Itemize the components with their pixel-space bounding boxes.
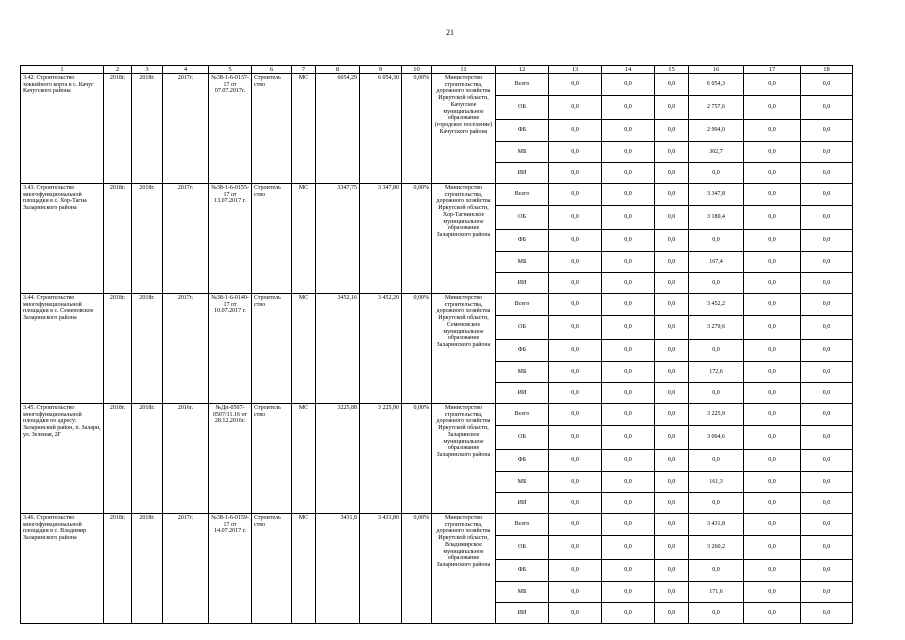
column-number-11: 11 xyxy=(432,66,496,74)
column-number-14: 14 xyxy=(602,66,655,74)
funding-category: ОБ xyxy=(496,96,549,120)
funding-category: ОБ xyxy=(496,426,549,450)
object-name: 3.42. Строительство хоккейного корта в с. Качуг Качугского района xyxy=(21,74,104,184)
funding-value-15: 0,0 xyxy=(655,404,689,426)
funding-value-14: 0,0 xyxy=(602,472,655,493)
funding-category: ОБ xyxy=(496,206,549,230)
column-number-18: 18 xyxy=(801,66,853,74)
funding-value-16: 0,0 xyxy=(689,163,744,184)
funding-value-13: 0,0 xyxy=(549,493,602,514)
funding-category: Всего xyxy=(496,294,549,316)
funding-value-13: 0,0 xyxy=(549,582,602,603)
funding-value-16: 0,0 xyxy=(689,603,744,624)
work-type: Строитель ство xyxy=(252,74,292,184)
funding-category: Всего xyxy=(496,184,549,206)
funding-value-17: 0,0 xyxy=(744,362,801,383)
percent: 0,00% xyxy=(402,294,432,404)
funding-category: МБ xyxy=(496,252,549,273)
column-number-8: 8 xyxy=(316,66,360,74)
funding-value-17: 0,0 xyxy=(744,603,801,624)
funding-category: ИИ xyxy=(496,163,549,184)
funding-value-13: 0,0 xyxy=(549,252,602,273)
funding-value-15: 0,0 xyxy=(655,340,689,362)
funding-value-13: 0,0 xyxy=(549,230,602,252)
funding-category: Всего xyxy=(496,74,549,96)
funding-value-14: 0,0 xyxy=(602,603,655,624)
funding-value-17: 0,0 xyxy=(744,163,801,184)
funding-value-14: 0,0 xyxy=(602,252,655,273)
cost-value: 3 452,20 xyxy=(360,294,402,404)
start-year: 2018г. xyxy=(104,74,132,184)
funding-value-15: 0,0 xyxy=(655,493,689,514)
funding-value-16: 2 757,6 xyxy=(689,96,744,120)
funding-category: ФБ xyxy=(496,120,549,142)
cost-value: 6 054,30 xyxy=(360,74,402,184)
object-name: 3.44. Строительство многофункциональной площадки в с. Семеновское Заларинского района xyxy=(21,294,104,404)
funding-value-16: 0,0 xyxy=(689,383,744,404)
estimated-cost: 3347,75 xyxy=(316,184,360,294)
responsible-organization: Министерство строительства, дорожного хозяйства Иркутской области, Хор-Тагнинское муниципальное образование Заларинского района xyxy=(432,184,496,294)
funding-value-17: 0,0 xyxy=(744,273,801,294)
funding-value-15: 0,0 xyxy=(655,142,689,163)
funding-value-18: 0,0 xyxy=(801,450,853,472)
funding-value-15: 0,0 xyxy=(655,362,689,383)
funding-value-15: 0,0 xyxy=(655,316,689,340)
funding-value-17: 0,0 xyxy=(744,74,801,96)
source-code: МС xyxy=(292,404,316,514)
funding-value-13: 0,0 xyxy=(549,514,602,536)
funding-value-18: 0,0 xyxy=(801,163,853,184)
funding-category: ФБ xyxy=(496,340,549,362)
funding-category: МБ xyxy=(496,582,549,603)
cost-value: 3 225,90 xyxy=(360,404,402,514)
funding-value-18: 0,0 xyxy=(801,536,853,560)
start-year: 2018г. xyxy=(104,294,132,404)
funding-value-15: 0,0 xyxy=(655,603,689,624)
funding-category: МБ xyxy=(496,142,549,163)
page-number: 21 xyxy=(446,28,454,37)
funding-value-16: 302,7 xyxy=(689,142,744,163)
end-year: 2018г. xyxy=(132,514,163,624)
funding-value-17: 0,0 xyxy=(744,316,801,340)
funding-value-18: 0,0 xyxy=(801,206,853,230)
funding-value-13: 0,0 xyxy=(549,184,602,206)
funding-value-18: 0,0 xyxy=(801,74,853,96)
funding-value-18: 0,0 xyxy=(801,120,853,142)
percent: 0,00% xyxy=(402,404,432,514)
funding-value-13: 0,0 xyxy=(549,450,602,472)
column-number-9: 9 xyxy=(360,66,402,74)
table-row xyxy=(21,514,853,536)
funding-value-13: 0,0 xyxy=(549,383,602,404)
funding-value-14: 0,0 xyxy=(602,493,655,514)
funding-value-14: 0,0 xyxy=(602,316,655,340)
funding-value-13: 0,0 xyxy=(549,142,602,163)
funding-value-14: 0,0 xyxy=(602,536,655,560)
funding-value-18: 0,0 xyxy=(801,404,853,426)
cost-value: 3 347,80 xyxy=(360,184,402,294)
funding-value-18: 0,0 xyxy=(801,383,853,404)
cost-value: 3 431,80 xyxy=(360,514,402,624)
column-number-12: 12 xyxy=(496,66,549,74)
funding-value-13: 0,0 xyxy=(549,472,602,493)
work-type: Строитель ство xyxy=(252,404,292,514)
funding-value-17: 0,0 xyxy=(744,426,801,450)
funding-value-17: 0,0 xyxy=(744,120,801,142)
funding-value-16: 0,0 xyxy=(689,340,744,362)
funding-value-18: 0,0 xyxy=(801,230,853,252)
funding-value-17: 0,0 xyxy=(744,184,801,206)
funding-category: ИИ xyxy=(496,493,549,514)
funding-value-16: 3 431,8 xyxy=(689,514,744,536)
funding-value-16: 0,0 xyxy=(689,230,744,252)
funding-value-18: 0,0 xyxy=(801,582,853,603)
column-number-4: 4 xyxy=(163,66,209,74)
funding-value-18: 0,0 xyxy=(801,362,853,383)
funding-value-15: 0,0 xyxy=(655,273,689,294)
column-number-1: 1 xyxy=(21,66,104,74)
object-name: 3.46. Строительство многофункциональной площадки в с. Владимир Заларинского района xyxy=(21,514,104,624)
funding-value-15: 0,0 xyxy=(655,184,689,206)
work-type: Строитель ство xyxy=(252,294,292,404)
funding-value-18: 0,0 xyxy=(801,340,853,362)
funding-value-14: 0,0 xyxy=(602,294,655,316)
funding-value-13: 0,0 xyxy=(549,96,602,120)
funding-value-15: 0,0 xyxy=(655,560,689,582)
column-number-15: 15 xyxy=(655,66,689,74)
funding-value-15: 0,0 xyxy=(655,383,689,404)
funding-value-15: 0,0 xyxy=(655,294,689,316)
funding-category: МБ xyxy=(496,472,549,493)
funding-value-15: 0,0 xyxy=(655,120,689,142)
funding-value-14: 0,0 xyxy=(602,74,655,96)
funding-value-14: 0,0 xyxy=(602,514,655,536)
responsible-organization: Министерство строительства, дорожного хозяйства Иркутской области, Владимирское муниципальное образование Заларинского района xyxy=(432,514,496,624)
funding-value-13: 0,0 xyxy=(549,120,602,142)
funding-value-18: 0,0 xyxy=(801,560,853,582)
funding-value-14: 0,0 xyxy=(602,120,655,142)
estimated-cost: 3452,16 xyxy=(316,294,360,404)
work-type: Строитель ство xyxy=(252,184,292,294)
doc-year: 2017г. xyxy=(163,294,209,404)
funding-value-17: 0,0 xyxy=(744,206,801,230)
funding-value-16: 172,6 xyxy=(689,362,744,383)
funding-value-17: 0,0 xyxy=(744,383,801,404)
funding-value-16: 0,0 xyxy=(689,273,744,294)
estimated-cost: 3225,88 xyxy=(316,404,360,514)
table-row xyxy=(21,74,853,96)
funding-value-17: 0,0 xyxy=(744,472,801,493)
funding-value-15: 0,0 xyxy=(655,74,689,96)
funding-value-18: 0,0 xyxy=(801,514,853,536)
end-year: 2018г. xyxy=(132,404,163,514)
funding-value-15: 0,0 xyxy=(655,450,689,472)
funding-value-14: 0,0 xyxy=(602,340,655,362)
funding-value-13: 0,0 xyxy=(549,560,602,582)
estimated-cost: 6054,29 xyxy=(316,74,360,184)
funding-value-13: 0,0 xyxy=(549,206,602,230)
funding-value-14: 0,0 xyxy=(602,426,655,450)
table-row xyxy=(21,184,853,206)
funding-value-17: 0,0 xyxy=(744,96,801,120)
approval-document: №38-1-6-0137-17 от 07.07.2017г. xyxy=(209,74,252,184)
funding-value-15: 0,0 xyxy=(655,426,689,450)
funding-value-16: 171,6 xyxy=(689,582,744,603)
percent: 0,00% xyxy=(402,514,432,624)
funding-value-16: 3 225,9 xyxy=(689,404,744,426)
funding-value-17: 0,0 xyxy=(744,514,801,536)
estimated-cost: 3431,8 xyxy=(316,514,360,624)
funding-value-17: 0,0 xyxy=(744,450,801,472)
funding-value-13: 0,0 xyxy=(549,316,602,340)
funding-value-14: 0,0 xyxy=(602,206,655,230)
start-year: 2018г. xyxy=(104,514,132,624)
funding-value-16: 167,4 xyxy=(689,252,744,273)
funding-value-14: 0,0 xyxy=(602,142,655,163)
funding-value-16: 3 452,2 xyxy=(689,294,744,316)
funding-value-16: 3 347,8 xyxy=(689,184,744,206)
funding-value-16: 3 260,2 xyxy=(689,536,744,560)
funding-value-16: 3 279,6 xyxy=(689,316,744,340)
source-code: МС xyxy=(292,514,316,624)
funding-value-18: 0,0 xyxy=(801,252,853,273)
funding-category: ИИ xyxy=(496,383,549,404)
funding-category: ОБ xyxy=(496,536,549,560)
program-table xyxy=(20,65,853,624)
column-number-16: 16 xyxy=(689,66,744,74)
funding-value-14: 0,0 xyxy=(602,96,655,120)
funding-category: Всего xyxy=(496,514,549,536)
funding-category: Всего xyxy=(496,404,549,426)
funding-value-15: 0,0 xyxy=(655,252,689,273)
funding-category: ИИ xyxy=(496,273,549,294)
object-name: 3.43. Строительство многофункциональной площадки в с. Хор-Тагна Заларинского района xyxy=(21,184,104,294)
funding-value-18: 0,0 xyxy=(801,316,853,340)
funding-value-17: 0,0 xyxy=(744,230,801,252)
funding-value-17: 0,0 xyxy=(744,582,801,603)
end-year: 2018г. xyxy=(132,74,163,184)
funding-value-18: 0,0 xyxy=(801,472,853,493)
funding-value-17: 0,0 xyxy=(744,142,801,163)
funding-value-18: 0,0 xyxy=(801,142,853,163)
funding-value-18: 0,0 xyxy=(801,294,853,316)
funding-value-14: 0,0 xyxy=(602,383,655,404)
column-number-5: 5 xyxy=(209,66,252,74)
column-number-17: 17 xyxy=(744,66,801,74)
funding-value-16: 161,3 xyxy=(689,472,744,493)
approval-document: №38-1-6-0159-17 от 14.07.2017 г. xyxy=(209,514,252,624)
funding-value-15: 0,0 xyxy=(655,472,689,493)
funding-category: ИИ xyxy=(496,603,549,624)
funding-value-13: 0,0 xyxy=(549,74,602,96)
column-number-2: 2 xyxy=(104,66,132,74)
funding-value-13: 0,0 xyxy=(549,362,602,383)
percent: 0,00% xyxy=(402,74,432,184)
funding-value-13: 0,0 xyxy=(549,163,602,184)
funding-value-16: 0,0 xyxy=(689,560,744,582)
funding-category: ОБ xyxy=(496,316,549,340)
percent: 0,00% xyxy=(402,184,432,294)
funding-value-14: 0,0 xyxy=(602,184,655,206)
funding-value-17: 0,0 xyxy=(744,493,801,514)
funding-value-16: 2 994,0 xyxy=(689,120,744,142)
funding-value-13: 0,0 xyxy=(549,404,602,426)
funding-value-16: 6 054,3 xyxy=(689,74,744,96)
column-number-7: 7 xyxy=(292,66,316,74)
approval-document: №Дп-0507-0507/11.16 от 28.12.2016г. xyxy=(209,404,252,514)
funding-value-17: 0,0 xyxy=(744,340,801,362)
funding-value-13: 0,0 xyxy=(549,294,602,316)
source-code: МС xyxy=(292,74,316,184)
column-number-13: 13 xyxy=(549,66,602,74)
funding-value-13: 0,0 xyxy=(549,426,602,450)
funding-value-15: 0,0 xyxy=(655,536,689,560)
funding-value-17: 0,0 xyxy=(744,252,801,273)
funding-value-15: 0,0 xyxy=(655,206,689,230)
funding-value-14: 0,0 xyxy=(602,560,655,582)
doc-year: 2017г. xyxy=(163,184,209,294)
source-code: МС xyxy=(292,294,316,404)
funding-value-18: 0,0 xyxy=(801,273,853,294)
responsible-organization: Министерство строительства, дорожного хозяйства Иркутской области, Заларинское муниципальное образование Заларинского района xyxy=(432,404,496,514)
source-code: МС xyxy=(292,184,316,294)
funding-value-15: 0,0 xyxy=(655,230,689,252)
funding-value-13: 0,0 xyxy=(549,273,602,294)
column-number-header xyxy=(21,66,853,74)
funding-value-15: 0,0 xyxy=(655,582,689,603)
doc-year: 2017г. xyxy=(163,74,209,184)
funding-value-16: 0,0 xyxy=(689,493,744,514)
funding-value-13: 0,0 xyxy=(549,536,602,560)
work-type: Строитель ство xyxy=(252,514,292,624)
funding-value-15: 0,0 xyxy=(655,514,689,536)
table-row xyxy=(21,294,853,316)
funding-value-17: 0,0 xyxy=(744,404,801,426)
table-row xyxy=(21,404,853,426)
approval-document: №38-1-6-0140-17 от 10.07.2017 г. xyxy=(209,294,252,404)
responsible-organization: Министерство строительства, дорожного хозяйства Иркутской области, Семеновское муниципальное образование Заларинского района xyxy=(432,294,496,404)
column-number-10: 10 xyxy=(402,66,432,74)
approval-document: №38-1-6-0155-17 от 13.07.2017 г. xyxy=(209,184,252,294)
column-number-6: 6 xyxy=(252,66,292,74)
funding-value-14: 0,0 xyxy=(602,582,655,603)
funding-value-14: 0,0 xyxy=(602,450,655,472)
funding-value-16: 3 064,6 xyxy=(689,426,744,450)
funding-value-16: 3 180,4 xyxy=(689,206,744,230)
funding-value-14: 0,0 xyxy=(602,362,655,383)
funding-category: ФБ xyxy=(496,230,549,252)
end-year: 2018г. xyxy=(132,294,163,404)
funding-value-18: 0,0 xyxy=(801,184,853,206)
funding-value-13: 0,0 xyxy=(549,603,602,624)
funding-category: МБ xyxy=(496,362,549,383)
funding-value-18: 0,0 xyxy=(801,96,853,120)
funding-value-16: 0,0 xyxy=(689,450,744,472)
funding-value-14: 0,0 xyxy=(602,230,655,252)
funding-value-18: 0,0 xyxy=(801,603,853,624)
funding-value-13: 0,0 xyxy=(549,340,602,362)
funding-category: ФБ xyxy=(496,560,549,582)
column-number-3: 3 xyxy=(132,66,163,74)
funding-value-15: 0,0 xyxy=(655,96,689,120)
funding-value-18: 0,0 xyxy=(801,493,853,514)
doc-year: 2017г. xyxy=(163,514,209,624)
start-year: 2018г. xyxy=(104,184,132,294)
doc-year: 2016г. xyxy=(163,404,209,514)
funding-value-14: 0,0 xyxy=(602,273,655,294)
end-year: 2018г. xyxy=(132,184,163,294)
funding-value-14: 0,0 xyxy=(602,163,655,184)
funding-value-17: 0,0 xyxy=(744,560,801,582)
start-year: 2018г. xyxy=(104,404,132,514)
funding-value-17: 0,0 xyxy=(744,294,801,316)
funding-category: ФБ xyxy=(496,450,549,472)
funding-value-18: 0,0 xyxy=(801,426,853,450)
funding-value-14: 0,0 xyxy=(602,404,655,426)
object-name: 3.45. Строительство многофункциональной площадки по адресу: Заларинский район, п. Залари, ул. Зеленая, 2Г xyxy=(21,404,104,514)
responsible-organization: Министерство строительства, дорожного хозяйства Иркутской области, Качугское муниципальное образование (городское поселение) Качугского района xyxy=(432,74,496,184)
funding-value-15: 0,0 xyxy=(655,163,689,184)
funding-value-17: 0,0 xyxy=(744,536,801,560)
